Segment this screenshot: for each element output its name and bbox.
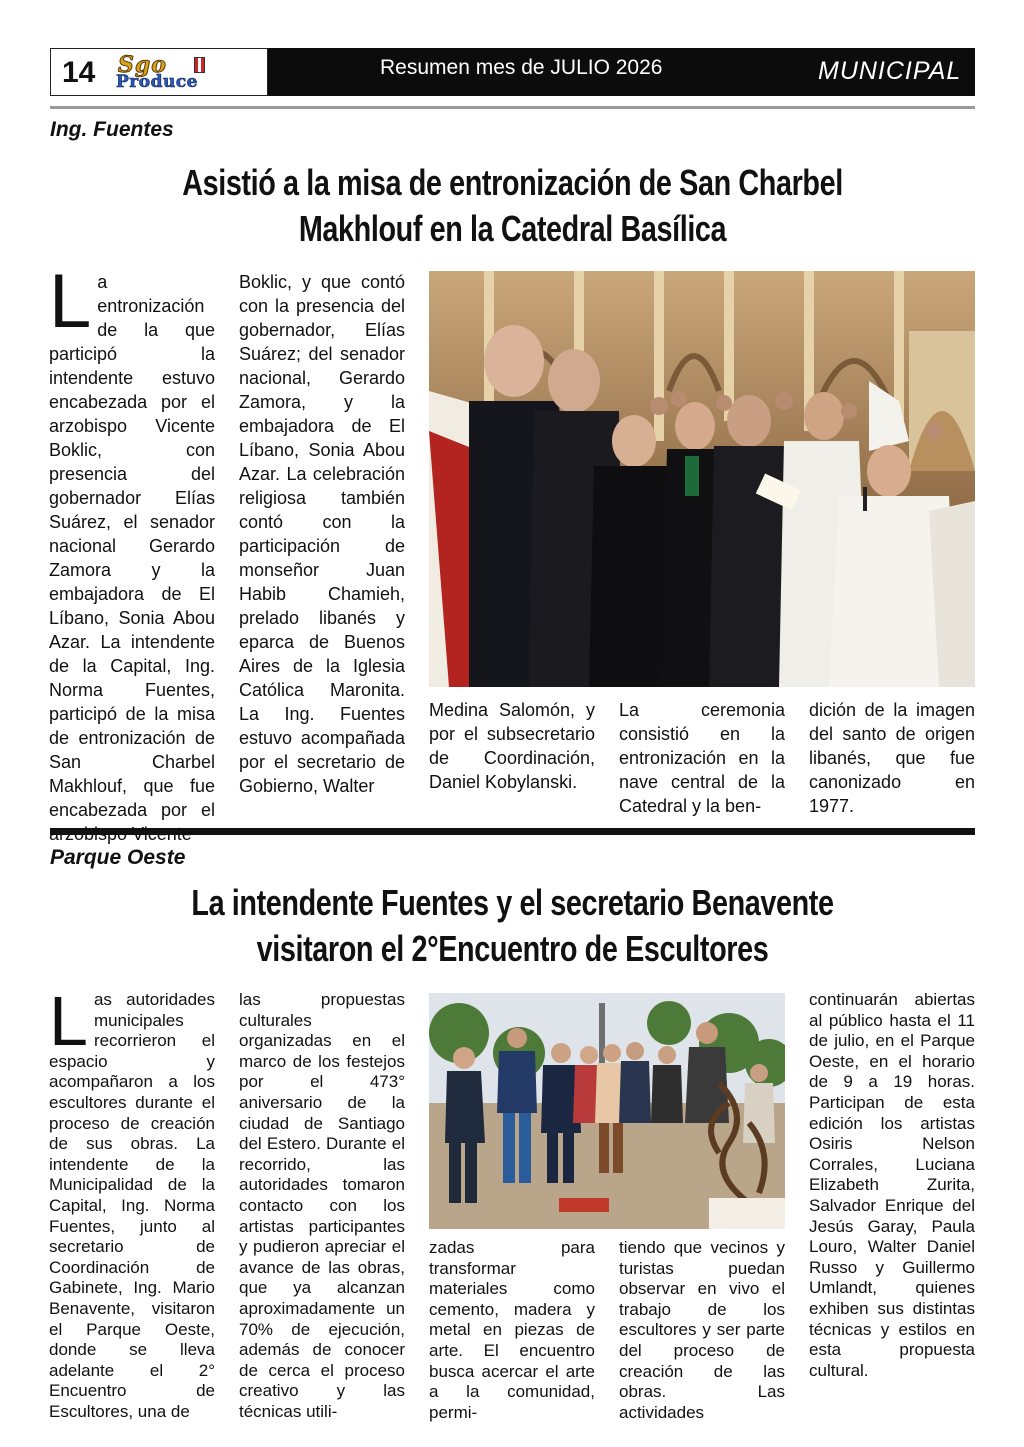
- article2-col3-text: zadas para transformar materiales como cemento, madera y metal en piezas de arte. El encuentro busca acercar el arte a la comunidad, permi-: [429, 1238, 595, 1422]
- article1-col2-text: Boklic, y que contó con la presencia del gobernador, Elías Suárez; del senador nacional, Gerardo Zamora, y la embajadora de El Líbano, Sonia Abou Azar. La celebración religiosa también contó con la participación de monseñor Juan Habib Chamieh, prelado libanés y eparca de Buenos Aires de la Iglesia Católica Maronita. La Ing. Fuentes estuvo acompañada por el secretario de Gobierno, Walter: [239, 272, 405, 796]
- article2-column-2: [239, 990, 405, 1422]
- article1-col3-text: Medina Salomón, y por el subsecretario de Coordinación, Daniel Kobylanski.: [429, 700, 595, 792]
- article1-col5-text: dición de la imagen del santo de origen libanés, que fue canonizado en 1977.: [809, 700, 975, 816]
- article2-column-5: [809, 990, 975, 1381]
- flag-icon: [194, 57, 205, 73]
- article2-col4-text: tiendo que vecinos y turistas puedan observar en vivo el trabajo de los escultores y ser parte del proceso de creación de las obras. Las actividades: [619, 1238, 785, 1422]
- article1-headline-line2: Makhlouf en la Catedral Basílica: [298, 208, 727, 249]
- article1-column-1: [49, 259, 215, 846]
- article2-col2-text: las propuestas culturales organizadas en el marco de los festejos por el 473° aniversario de la ciudad de Santiago del Estero. Durante el recorrido, las autoridades tomaron contacto con los artistas participantes y pudieron apreciar el avance de las obras, que ya alcanzan aproximadamente un 70% de ejecución, además de conocer de cerca el proceso creativo y las técnicas utili-: [239, 990, 405, 1421]
- article2-column-4: [619, 1238, 785, 1423]
- article1-col1-text: a entronización de la que participó la intendente estuvo encabezada por el arzobispo Vicente Boklic, con presencia del gobernador Elías Suárez, el senador nacional Gerardo Zamora y la embajadora de El Líbano, Sonia Abou Azar. La intendente de la Capital, Ing. Norma Fuentes, participó de la misa de entronización de San Charbel Makhlouf, que fue encabezada por el: [49, 272, 215, 820]
- article2-kicker: Parque Oeste: [50, 846, 186, 869]
- article1-col4-text: La ceremonia consistió en la entronización en la nave central de la Catedral y la ben-: [619, 700, 785, 816]
- article1-column-5: [809, 698, 975, 818]
- header-rule: [50, 106, 975, 109]
- article1-column-3: [429, 698, 595, 794]
- article2-column-1: [49, 982, 215, 1422]
- article1-dropcap: L: [49, 259, 92, 344]
- article1-kicker: Ing. Fuentes: [50, 118, 174, 141]
- article2-headline: [143, 880, 883, 972]
- page-number: 14: [62, 56, 96, 89]
- section-name: MUNICIPAL: [818, 57, 962, 85]
- logo-top-text: Sgo: [118, 52, 167, 78]
- article1-column-2: [239, 270, 405, 798]
- article2-headline-line2: visitaron el 2°Encuentro de Escultores: [256, 928, 769, 969]
- section-divider: [50, 828, 975, 835]
- article1-headline-line1: Asistió a la misa de entronización de San Charbel: [182, 162, 843, 203]
- article2-column-3: [429, 1238, 595, 1423]
- sculptors-park-photo: [429, 993, 785, 1229]
- publication-logo: [112, 52, 262, 92]
- article1-headline: [143, 160, 883, 252]
- article2-col1-text: as autoridades municipales recorrieron el espacio y acompañaron a los escultores durante el proceso de creación de sus obras. La intendente de la Municipalidad de la Capital, Ing. Norma Fuentes, junto al secretario de Coordinación de Gabinete, Ing. Mario Benavente, visitaron el Parque Oeste, donde se lleva adelante el 2° Encuentro de Escultores, una de: [49, 990, 215, 1421]
- article2-headline-line1: La intendente Fuentes y el secretario Benavente: [191, 882, 834, 923]
- issue-summary: Resumen mes de JULIO 2026: [380, 56, 663, 79]
- article2-dropcap: L: [49, 982, 88, 1060]
- article2-col5-text: continuarán abiertas al público hasta el 11 de julio, en el Parque Oeste, en el horario de 9 a 19 horas. Participan de esta edición los artistas Osiris Nelson Corrales, Luciana Elizabeth Zurita, Salvador Enrique del Jesús Garay, Paula Louro, Walter Daniel Russo y Guillermo Umlandt, quienes exhiben sus distintas técnicas y estilos en esta propuesta cultural.: [809, 990, 975, 1380]
- cathedral-ceremony-photo: [429, 271, 975, 687]
- logo-bottom-text: Produce: [116, 72, 198, 92]
- article1-column-4: [619, 698, 785, 818]
